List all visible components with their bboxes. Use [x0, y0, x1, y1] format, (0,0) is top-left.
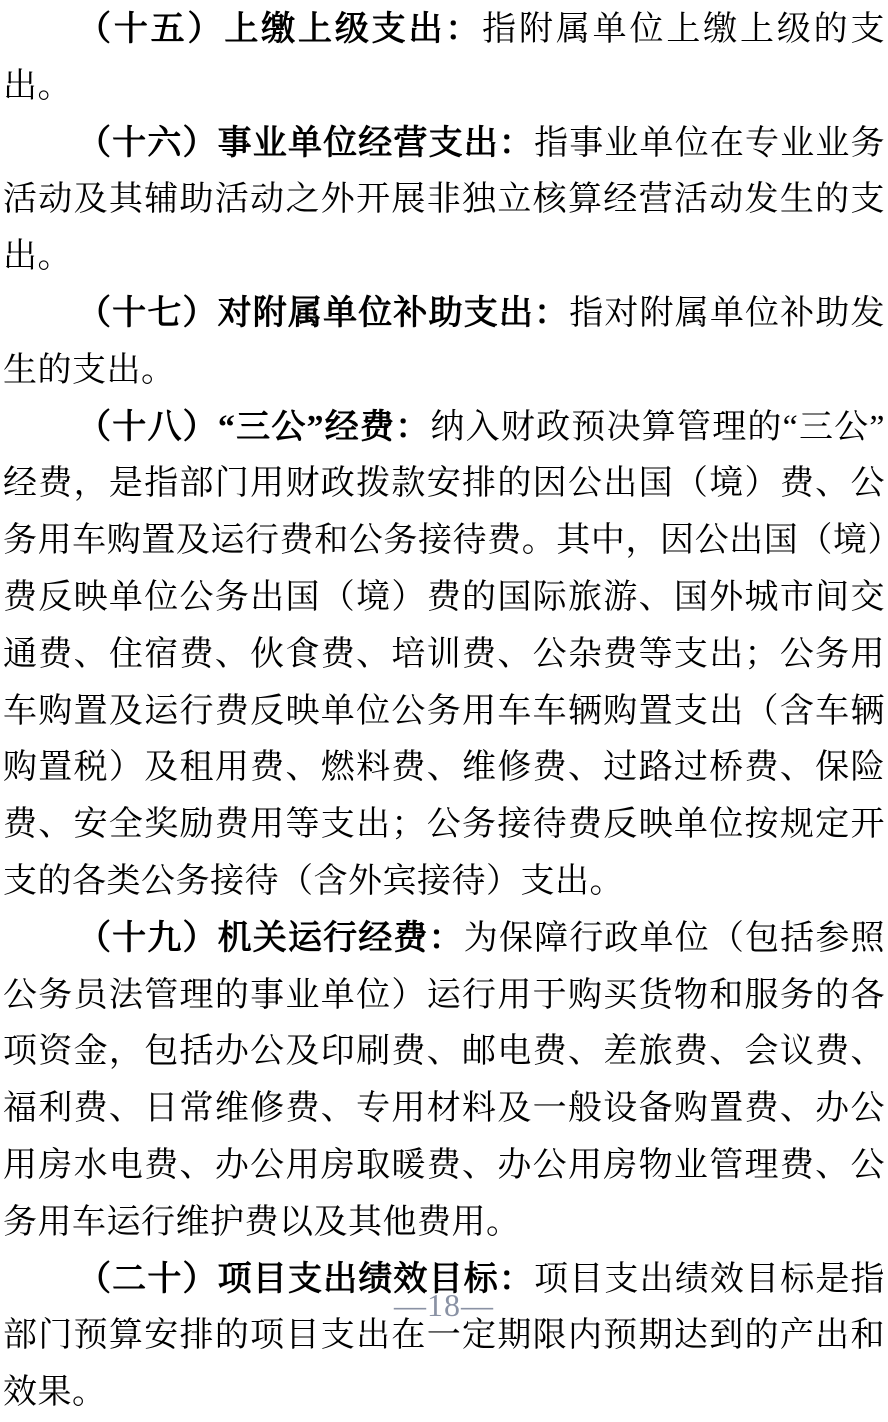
definition-paragraph-15	[3, 2, 885, 116]
definition-term: （十六）事业单位经营支出：	[77, 124, 535, 162]
definition-paragraph-20	[3, 1252, 885, 1422]
definition-term: （十八）“三公”经费：	[77, 408, 431, 446]
definition-term: （十七）对附属单位补助支出：	[77, 294, 570, 332]
definition-body: 指附属单位上缴上级的支出。	[3, 11, 886, 105]
definition-term: （十九）机关运行经费：	[77, 919, 464, 957]
definition-paragraph-16	[3, 116, 885, 286]
definition-body: 指事业单位在专业业务活动及其辅助活动之外开展非独立核算经营活动发生的支出。	[3, 124, 886, 276]
definition-paragraph-17	[3, 286, 885, 400]
definition-body: 指对附属单位补助发生的支出。	[3, 294, 886, 389]
definition-body: 纳入财政预决算管理的“三公”经费，是指部门用财政拨款安排的因公出国（境）费、公务用车购置及运行费和公务接待费。其中，因公出国（境）费反映单位公务出国（境）费的国际旅游、国外城市间交通费、住宿费、伙食费、培训费、公杂费等支出；公务用车购置及运行费反映单位公务用车车辆购置支出（含车辆购置税）及租用费、燃料费、维修费、过路过桥费、保险费、安全奖励费用等支出；公务接待费反映单位按规定开支的各类公务接待（含外宾接待）支出。	[3, 408, 885, 900]
definition-body: 为保障行政单位（包括参照公务员法管理的事业单位）运行用于购买货物和服务的各项资金，包括办公及印刷费、邮电费、差旅费、会议费、福利费、日常维修费、专用材料及一般设备购置费、办公用房水电费、办公用房取暖费、办公用房物业管理费、公务用车运行维护费以及其他费用。	[3, 919, 885, 1241]
definition-body: 项目支出绩效目标是指部门预算安排的项目支出在一定期限内预期达到的产出和效果。	[3, 1260, 886, 1412]
definition-term: （十五）上缴上级支出：	[77, 11, 483, 48]
definition-term: （二十）项目支出绩效目标：	[77, 1260, 535, 1298]
definition-paragraph-19	[3, 911, 885, 1252]
document-body-text	[3, 2, 885, 1422]
definition-paragraph-18	[3, 400, 885, 911]
page-number: —18—	[394, 1287, 494, 1323]
